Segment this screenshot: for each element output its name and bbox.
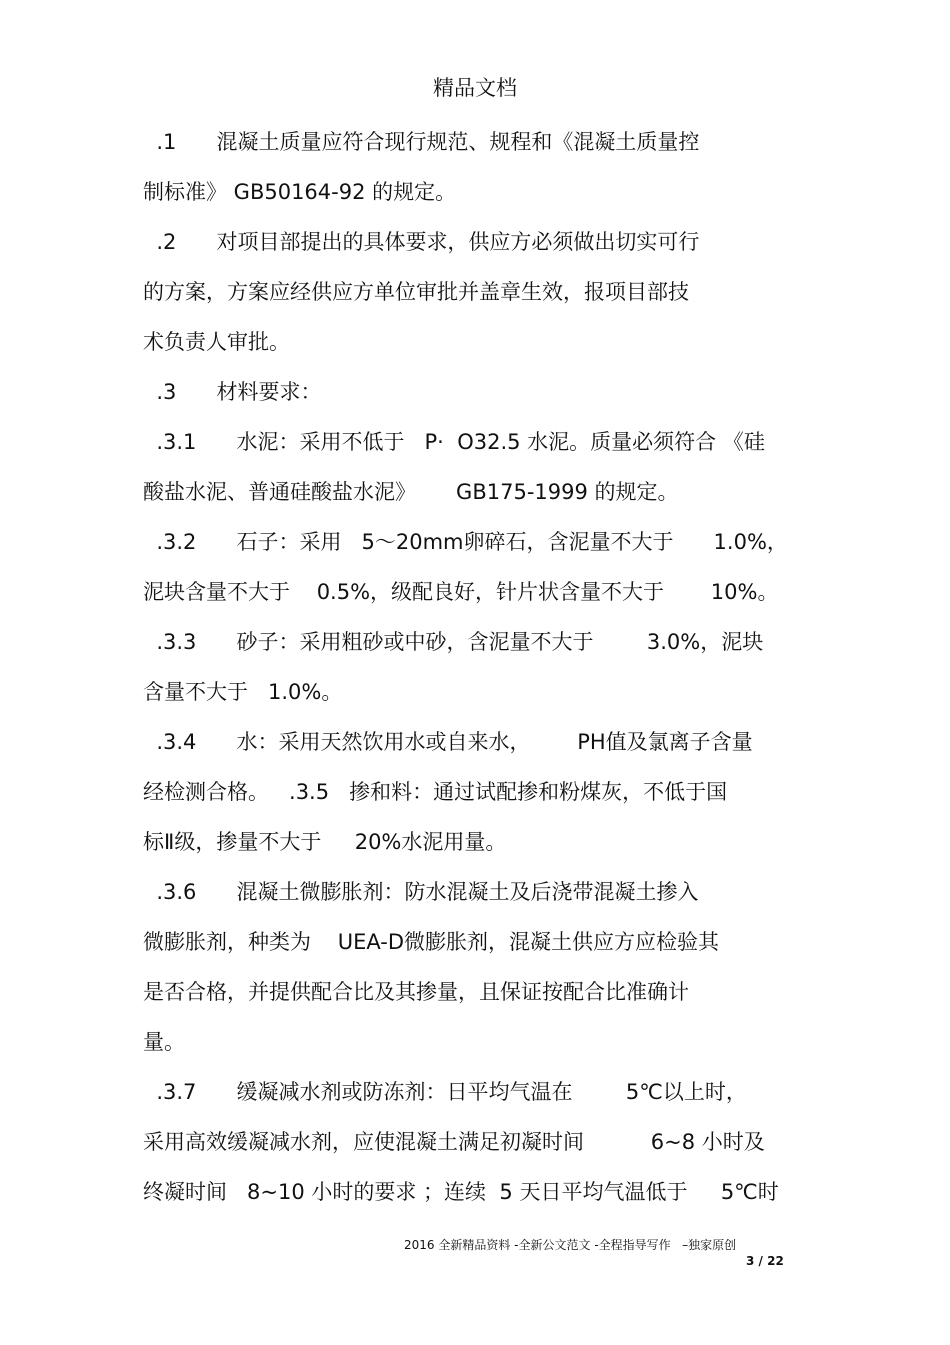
- text-line: 微膨胀剂，种类为 UEA-D微膨胀剂，混凝土供应方应检验其: [143, 930, 719, 954]
- text-line: .3 材料要求：: [143, 380, 322, 404]
- text-line: 终凝时间 8~10 小时的要求 ；连续 5 天日平均气温低于 5℃时: [143, 1180, 779, 1204]
- text-line: .3.2 石子：采用 5～20mm卵碎石，含泥量不大于 1.0%，: [143, 530, 788, 554]
- text-line: 的方案，方案应经供应方单位审批并盖章生效，报项目部技: [143, 280, 689, 304]
- text-line: 经检测合格。 .3.5 掺和料：通过试配掺和粉煤灰，不低于国: [143, 780, 728, 804]
- page-header: 精品文档: [433, 76, 517, 100]
- text-line: .3.7 缓凝减水剂或防冻剂：日平均气温在 5℃以上时，: [143, 1080, 747, 1104]
- text-line: 是否合格，并提供配合比及其掺量，且保证按配合比准确计: [143, 980, 689, 1004]
- page-number: 3 / 22: [746, 1254, 784, 1268]
- text-line: .3.3 砂子：采用粗砂或中砂，含泥量不大于 3.0%，泥块: [143, 630, 764, 654]
- text-line: 酸盐水泥、普通硅酸盐水泥》 GB175-1999 的规定。: [143, 480, 679, 504]
- text-line: .1 混凝土质量应符合现行规范、规程和《混凝土质量控: [143, 130, 700, 154]
- text-line: .3.4 水：采用天然饮用水或自来水， PH值及氯离子含量: [143, 730, 753, 754]
- text-line: 采用高效缓凝减水剂，应使混凝土满足初凝时间 6~8 小时及: [143, 1130, 765, 1154]
- text-line: 制标准》 GB50164-92 的规定。: [143, 180, 457, 204]
- text-line: 泥块含量不大于 0.5%，级配良好，针片状含量不大于 10%。: [143, 580, 779, 604]
- text-line: 术负责人审批。: [143, 330, 290, 354]
- text-line: 含量不大于 1.0%。: [143, 680, 343, 704]
- text-line: 量。: [143, 1030, 185, 1054]
- text-line: .3.6 混凝土微膨胀剂：防水混凝土及后浇带混凝土掺入: [143, 880, 699, 904]
- text-line: 标Ⅱ级，掺量不大于 20%水泥用量。: [143, 830, 507, 854]
- text-line: .2 对项目部提出的具体要求，供应方必须做出切实可行: [143, 230, 700, 254]
- page-footer: 2016 全新精品资料 -全新公文范文 -全程指导写作 –独家原创: [404, 1238, 737, 1252]
- text-line: .3.1 水泥：采用不低于 P· O32.5 水泥。质量必须符合 《硅: [143, 430, 765, 454]
